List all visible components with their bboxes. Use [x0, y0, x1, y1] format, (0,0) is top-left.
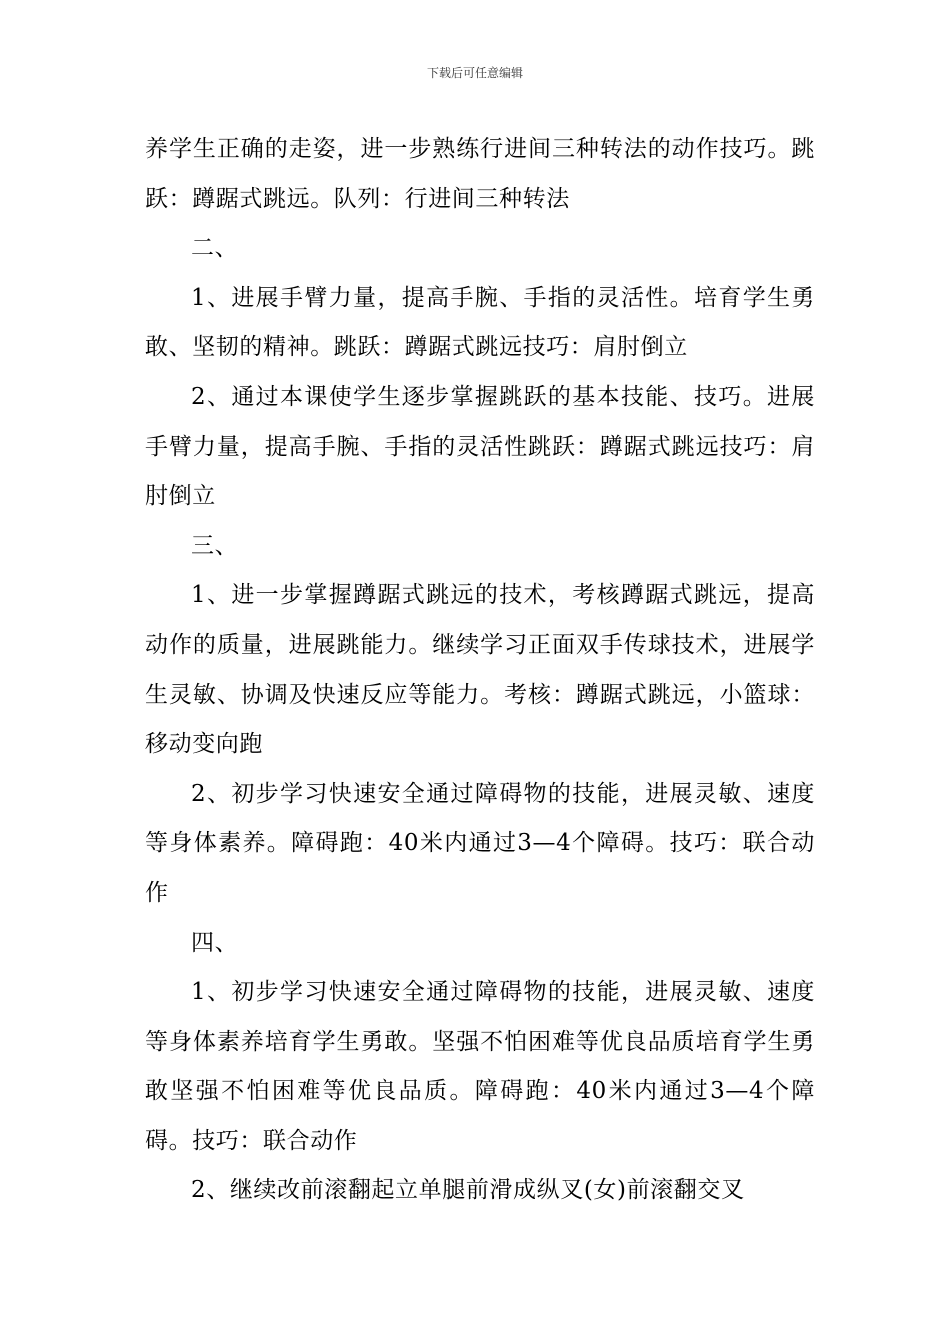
page-header: 下载后可任意编辑 — [426, 66, 523, 80]
paragraph: 2、通过本课使学生逐步掌握跳跃的基本技能、技巧。进展手臂力量，提高手腕、手指的灵活性跳跃：蹲踞式跳远技巧：肩肘倒立 — [145, 383, 815, 510]
section-heading: 三、 — [191, 532, 239, 559]
paragraph: 2、继续改前滚翻起立单腿前滑成纵叉(女)前滚翻交叉 — [191, 1177, 745, 1204]
paragraph: 2、初步学习快速安全通过障碍物的技能，进展灵敏、速度等身体素养。障碍跑：40米内通过3—4个障碍。技巧：联合动作 — [145, 780, 815, 906]
paragraph: 1、初步学习快速安全通过障碍物的技能，进展灵敏、速度等身体素养培育学生勇敢。坚强不怕困难等优良品质培育学生勇敢坚强不怕困难等优良品质。障碍跑：40米内通过3—4个障碍。技巧：联合动作 — [145, 979, 815, 1154]
section-heading: 二、 — [191, 235, 239, 262]
paragraph: 养学生正确的走姿，进一步熟练行进间三种转法的动作技巧。跳跃：蹲踞式跳远。队列：行进间三种转法 — [145, 136, 815, 212]
document-body — [145, 125, 815, 1216]
paragraph: 1、进展手臂力量，提高手腕、手指的灵活性。培育学生勇敢、坚韧的精神。跳跃：蹲踞式跳远技巧：肩肘倒立 — [145, 284, 815, 361]
paragraph: 1、进一步掌握蹲踞式跳远的技术，考核蹲踞式跳远，提高动作的质量，进展跳能力。继续学习正面双手传球技术，进展学生灵敏、协调及快速反应等能力。考核：蹲踞式跳远，小篮球：移动变向跑 — [145, 582, 815, 758]
section-heading: 四、 — [191, 929, 239, 956]
